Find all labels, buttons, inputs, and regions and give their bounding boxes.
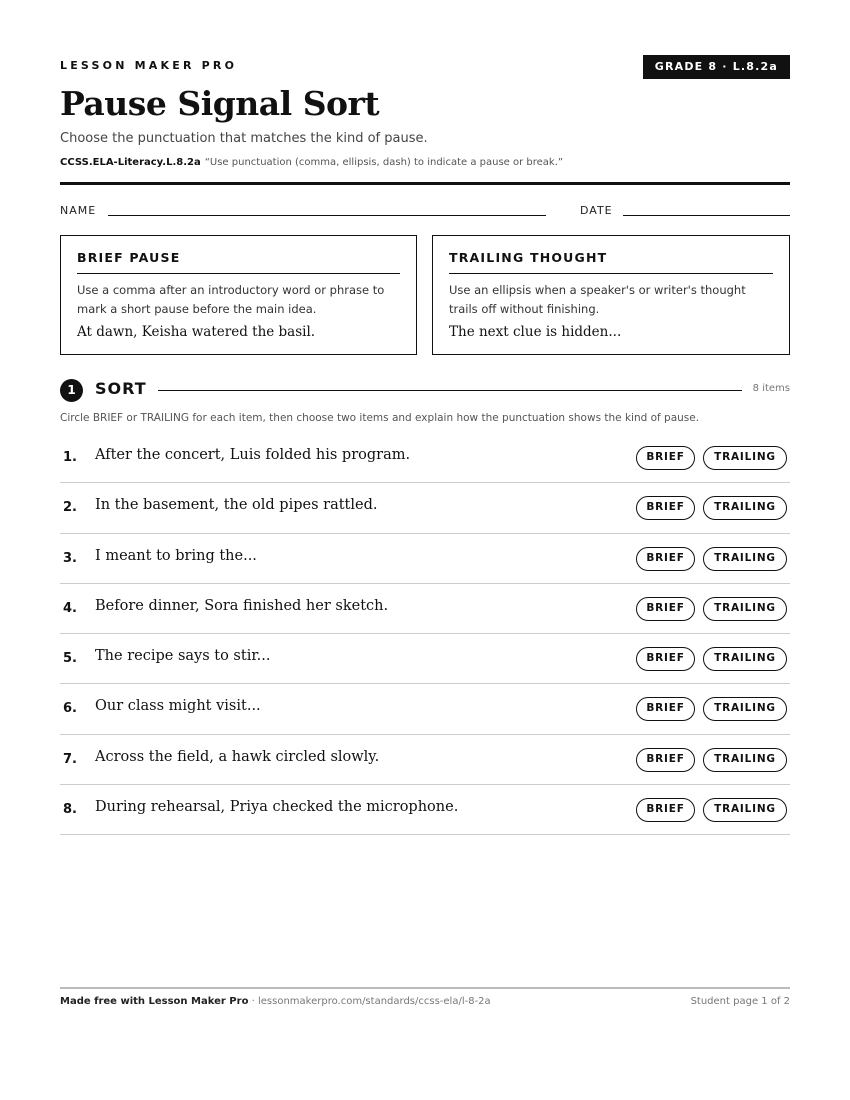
item-number: 2. [63, 500, 77, 516]
made-with-text: Made free with Lesson Maker Pro [60, 996, 249, 1007]
standard-line [60, 157, 563, 168]
section-number-badge: 1 [60, 379, 83, 402]
trailing-choice-button[interactable]: TRAILING [703, 547, 787, 571]
trailing-thought-card [432, 235, 790, 355]
item-number: 7. [63, 751, 77, 767]
sort-item [60, 483, 790, 533]
sort-item [60, 534, 790, 584]
item-sentence: The recipe says to stir... [95, 648, 271, 665]
brief-choice-button[interactable]: BRIEF [636, 547, 695, 571]
item-number: 8. [63, 802, 77, 818]
item-sentence: In the basement, the old pipes rattled. [95, 497, 378, 514]
item-number: 6. [63, 701, 77, 717]
item-count: 8 items [752, 383, 790, 394]
item-number: 1. [63, 450, 77, 465]
section-rule [158, 390, 742, 391]
card-description: Use a comma after an introductory word or phrase to mark a short pause before the main idea. [77, 283, 385, 316]
grade-badge: GRADE 8 · L.8.2a [643, 55, 790, 79]
card-description: Use an ellipsis when a speaker's or writer's thought trails off without finishing. [449, 283, 746, 316]
card-example: The next clue is hidden... [449, 324, 622, 340]
name-label: NAME [60, 204, 97, 217]
card-example: At dawn, Keisha watered the basil. [77, 324, 316, 340]
section-title: SORT [95, 379, 147, 398]
section-header [60, 378, 790, 402]
item-number: 3. [63, 550, 77, 566]
brand-name: LESSON MAKER PRO [60, 59, 238, 72]
section-instructions: Circle BRIEF or TRAILING for each item, then choose two items and explain how the punctuation shows the kind of pause. [60, 412, 700, 424]
card-heading: TRAILING THOUGHT [449, 250, 773, 274]
sort-item [60, 735, 790, 785]
date-label: DATE [580, 204, 613, 217]
top-bar [60, 55, 790, 79]
footer-url: · lessonmakerpro.com/standards/ccss-ela/l-8-2a [248, 996, 491, 1007]
trailing-choice-button[interactable]: TRAILING [703, 748, 787, 772]
item-sentence: Before dinner, Sora finished her sketch. [95, 597, 389, 614]
brief-choice-button[interactable]: BRIEF [636, 446, 695, 470]
name-date-row [60, 204, 790, 220]
item-sentence: Across the field, a hawk circled slowly. [95, 748, 380, 765]
page-subtitle: Choose the punctuation that matches the kind of pause. [60, 131, 428, 146]
item-number: 4. [63, 600, 77, 616]
brief-choice-button[interactable]: BRIEF [636, 697, 695, 721]
item-sentence: During rehearsal, Priya checked the microphone. [95, 799, 459, 816]
header-divider [60, 182, 790, 185]
page-indicator: Student page 1 of 2 [690, 996, 790, 1007]
trailing-choice-button[interactable]: TRAILING [703, 446, 787, 470]
item-sentence: After the concert, Luis folded his program. [95, 447, 411, 463]
brief-choice-button[interactable]: BRIEF [636, 496, 695, 520]
sort-item [60, 684, 790, 734]
trailing-choice-button[interactable]: TRAILING [703, 798, 787, 822]
trailing-choice-button[interactable]: TRAILING [703, 697, 787, 721]
brief-pause-card [60, 235, 417, 355]
trailing-choice-button[interactable]: TRAILING [703, 597, 787, 621]
brief-choice-button[interactable]: BRIEF [636, 798, 695, 822]
sort-item [60, 634, 790, 684]
brief-choice-button[interactable]: BRIEF [636, 748, 695, 772]
sort-item-list [60, 433, 790, 835]
page-footer [60, 987, 790, 1007]
date-field[interactable] [623, 215, 790, 216]
sort-item [60, 433, 790, 483]
standard-quote: “Use punctuation (comma, ellipsis, dash) to indicate a pause or break.” [204, 157, 564, 168]
item-sentence: I meant to bring the... [95, 547, 257, 564]
standard-code: CCSS.ELA-Literacy.L.8.2a [60, 157, 201, 168]
item-number: 5. [63, 651, 77, 667]
sort-item [60, 584, 790, 634]
name-field[interactable] [108, 215, 546, 216]
page-title: Pause Signal Sort [60, 84, 380, 123]
sort-item [60, 785, 790, 835]
item-sentence: Our class might visit... [95, 698, 261, 715]
trailing-choice-button[interactable]: TRAILING [703, 496, 787, 520]
card-heading: BRIEF PAUSE [77, 250, 400, 274]
trailing-choice-button[interactable]: TRAILING [703, 647, 787, 671]
brief-choice-button[interactable]: BRIEF [636, 647, 695, 671]
brief-choice-button[interactable]: BRIEF [636, 597, 695, 621]
footer-credit [60, 996, 491, 1007]
